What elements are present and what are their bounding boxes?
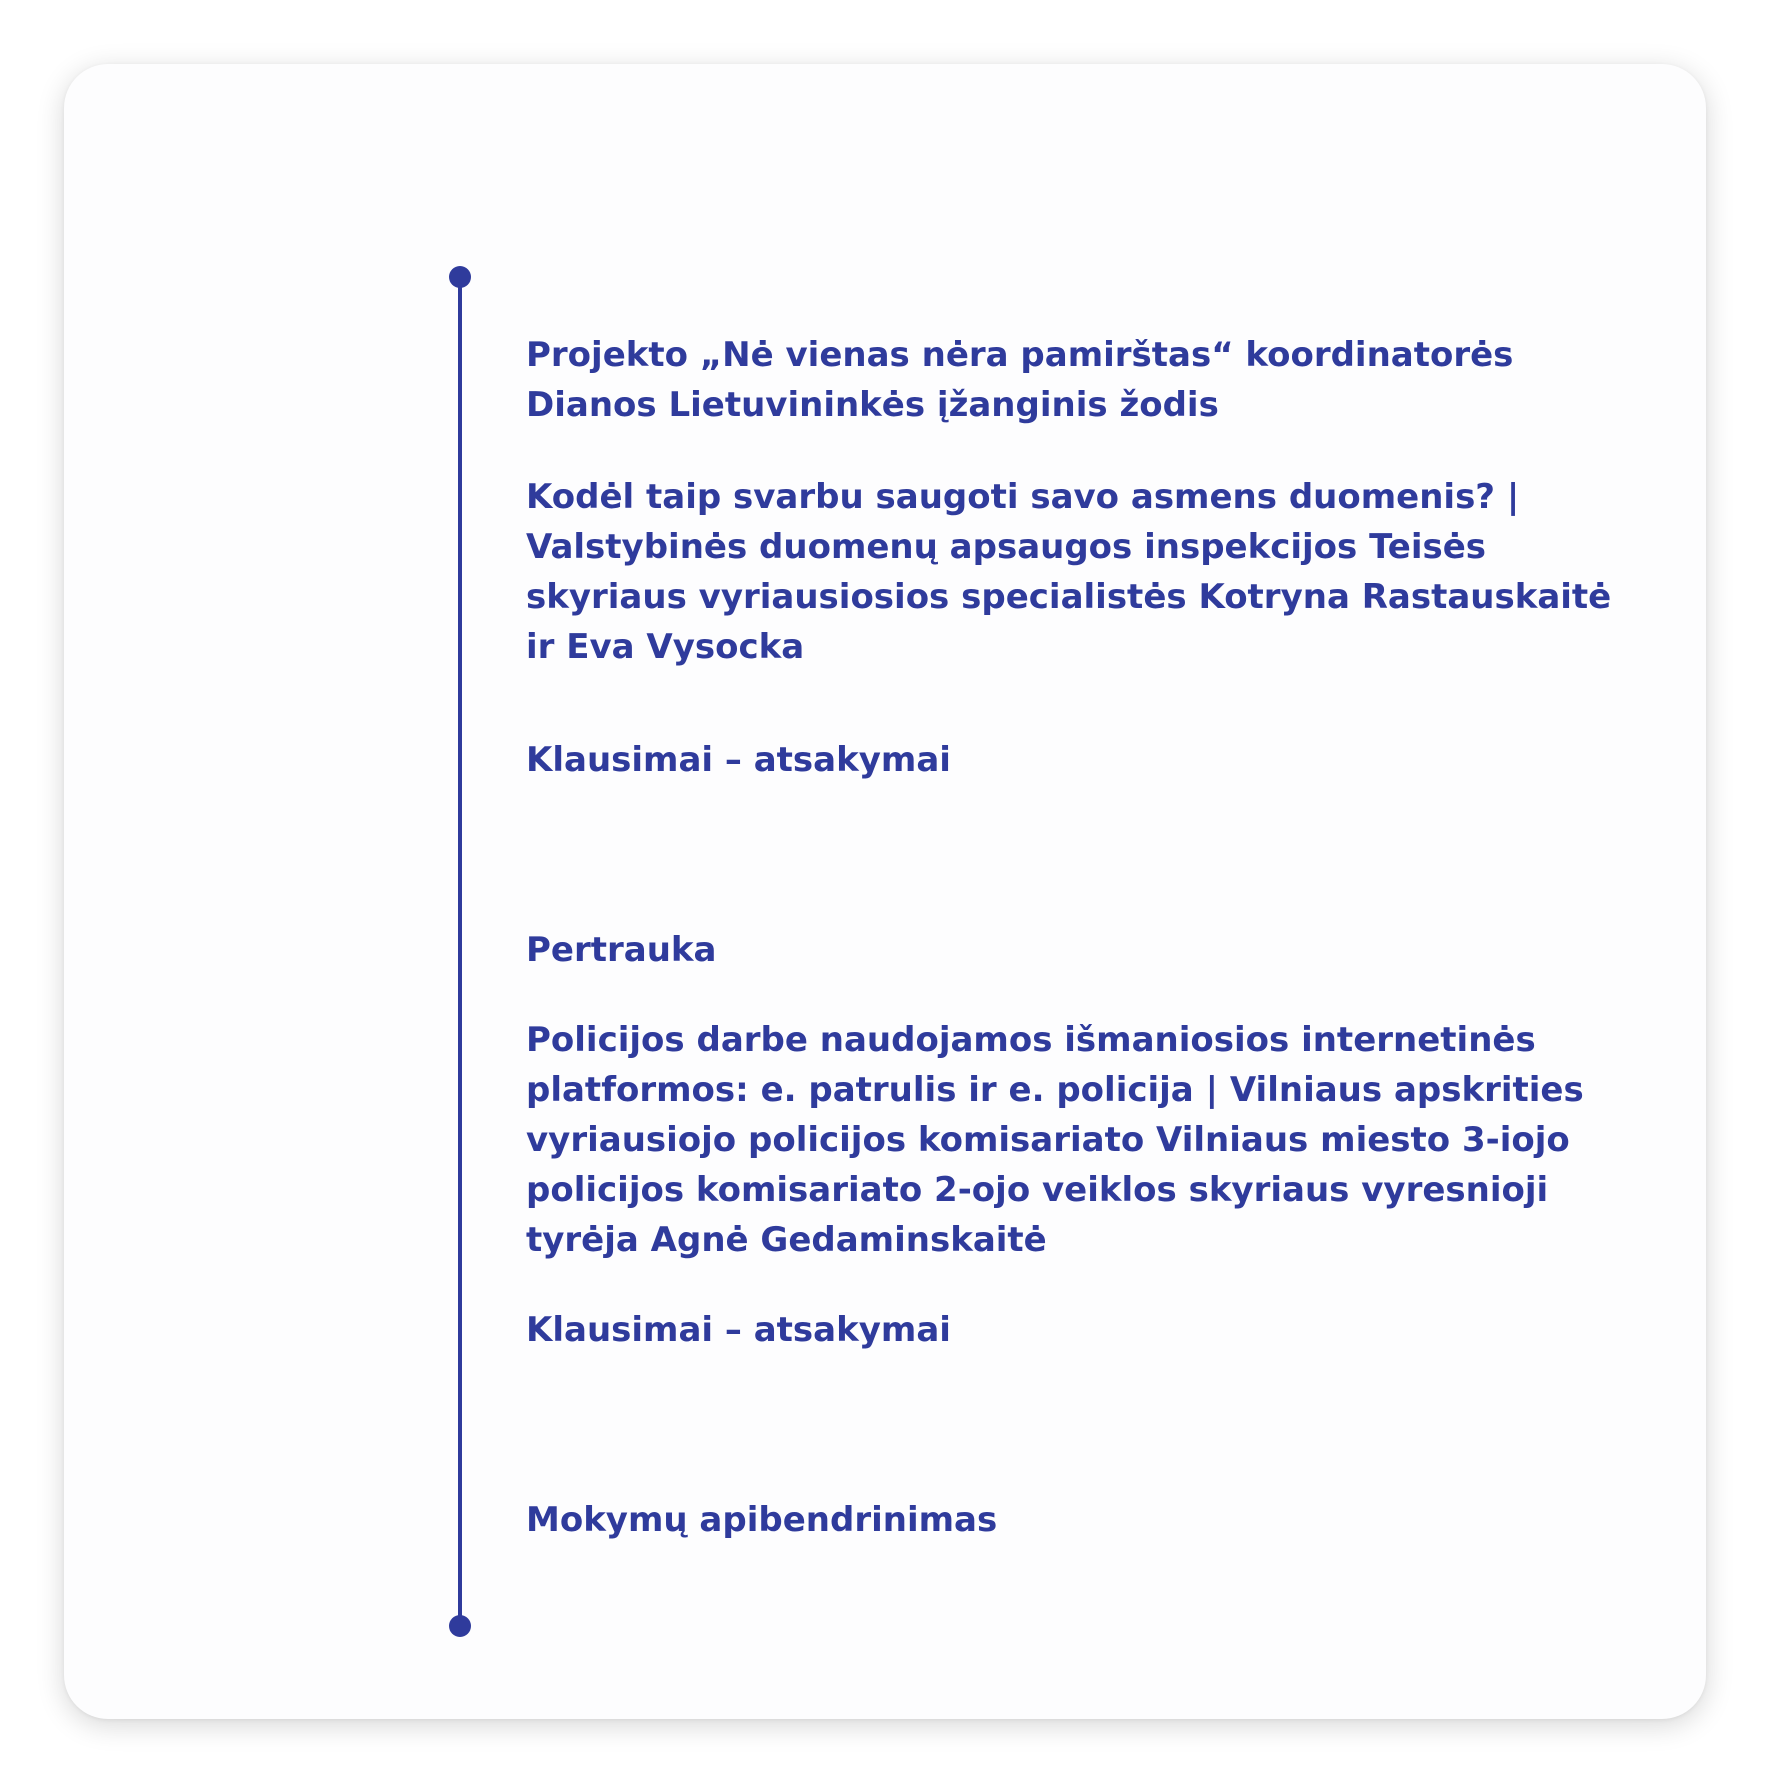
agenda-item-break: Pertrauka (526, 930, 717, 970)
agenda-item-qa-2: Klausimai – atsakymai (526, 1310, 951, 1350)
agenda-item-data-protection-talk: Kodėl taip svarbu saugoti savo asmens duomenis? | Valstybinės duomenų apsaugos inspekcijos Teisės skyriaus vyriausiosios specialistės Kotryna Rastauskaitė ir Eva Vysocka (526, 477, 1612, 667)
agenda-item-police-platforms-talk: Policijos darbe naudojamos išmaniosios internetinės platformos: e. patrulis ir e. policija | Vilniaus apskrities vyriausiojo policijos komisariato Vilniaus miesto 3-iojo policijos komisariato 2-ojo veiklos skyriaus vyresnioji tyrėja Agnė Gedaminskaitė (526, 1020, 1584, 1260)
agenda-card (64, 64, 1706, 1719)
agenda-item-qa-1: Klausimai – atsakymai (526, 740, 951, 780)
agenda-item-summary: Mokymų apibendrinimas (526, 1500, 998, 1540)
timeline-end-dot (449, 1615, 471, 1637)
timeline-start-dot (449, 266, 471, 288)
timeline-line (458, 277, 462, 1627)
agenda-item-opening-remarks: Projekto „Nė vienas nėra pamirštas“ koordinatorės Dianos Lietuvininkės įžanginis žodis (526, 335, 1514, 425)
